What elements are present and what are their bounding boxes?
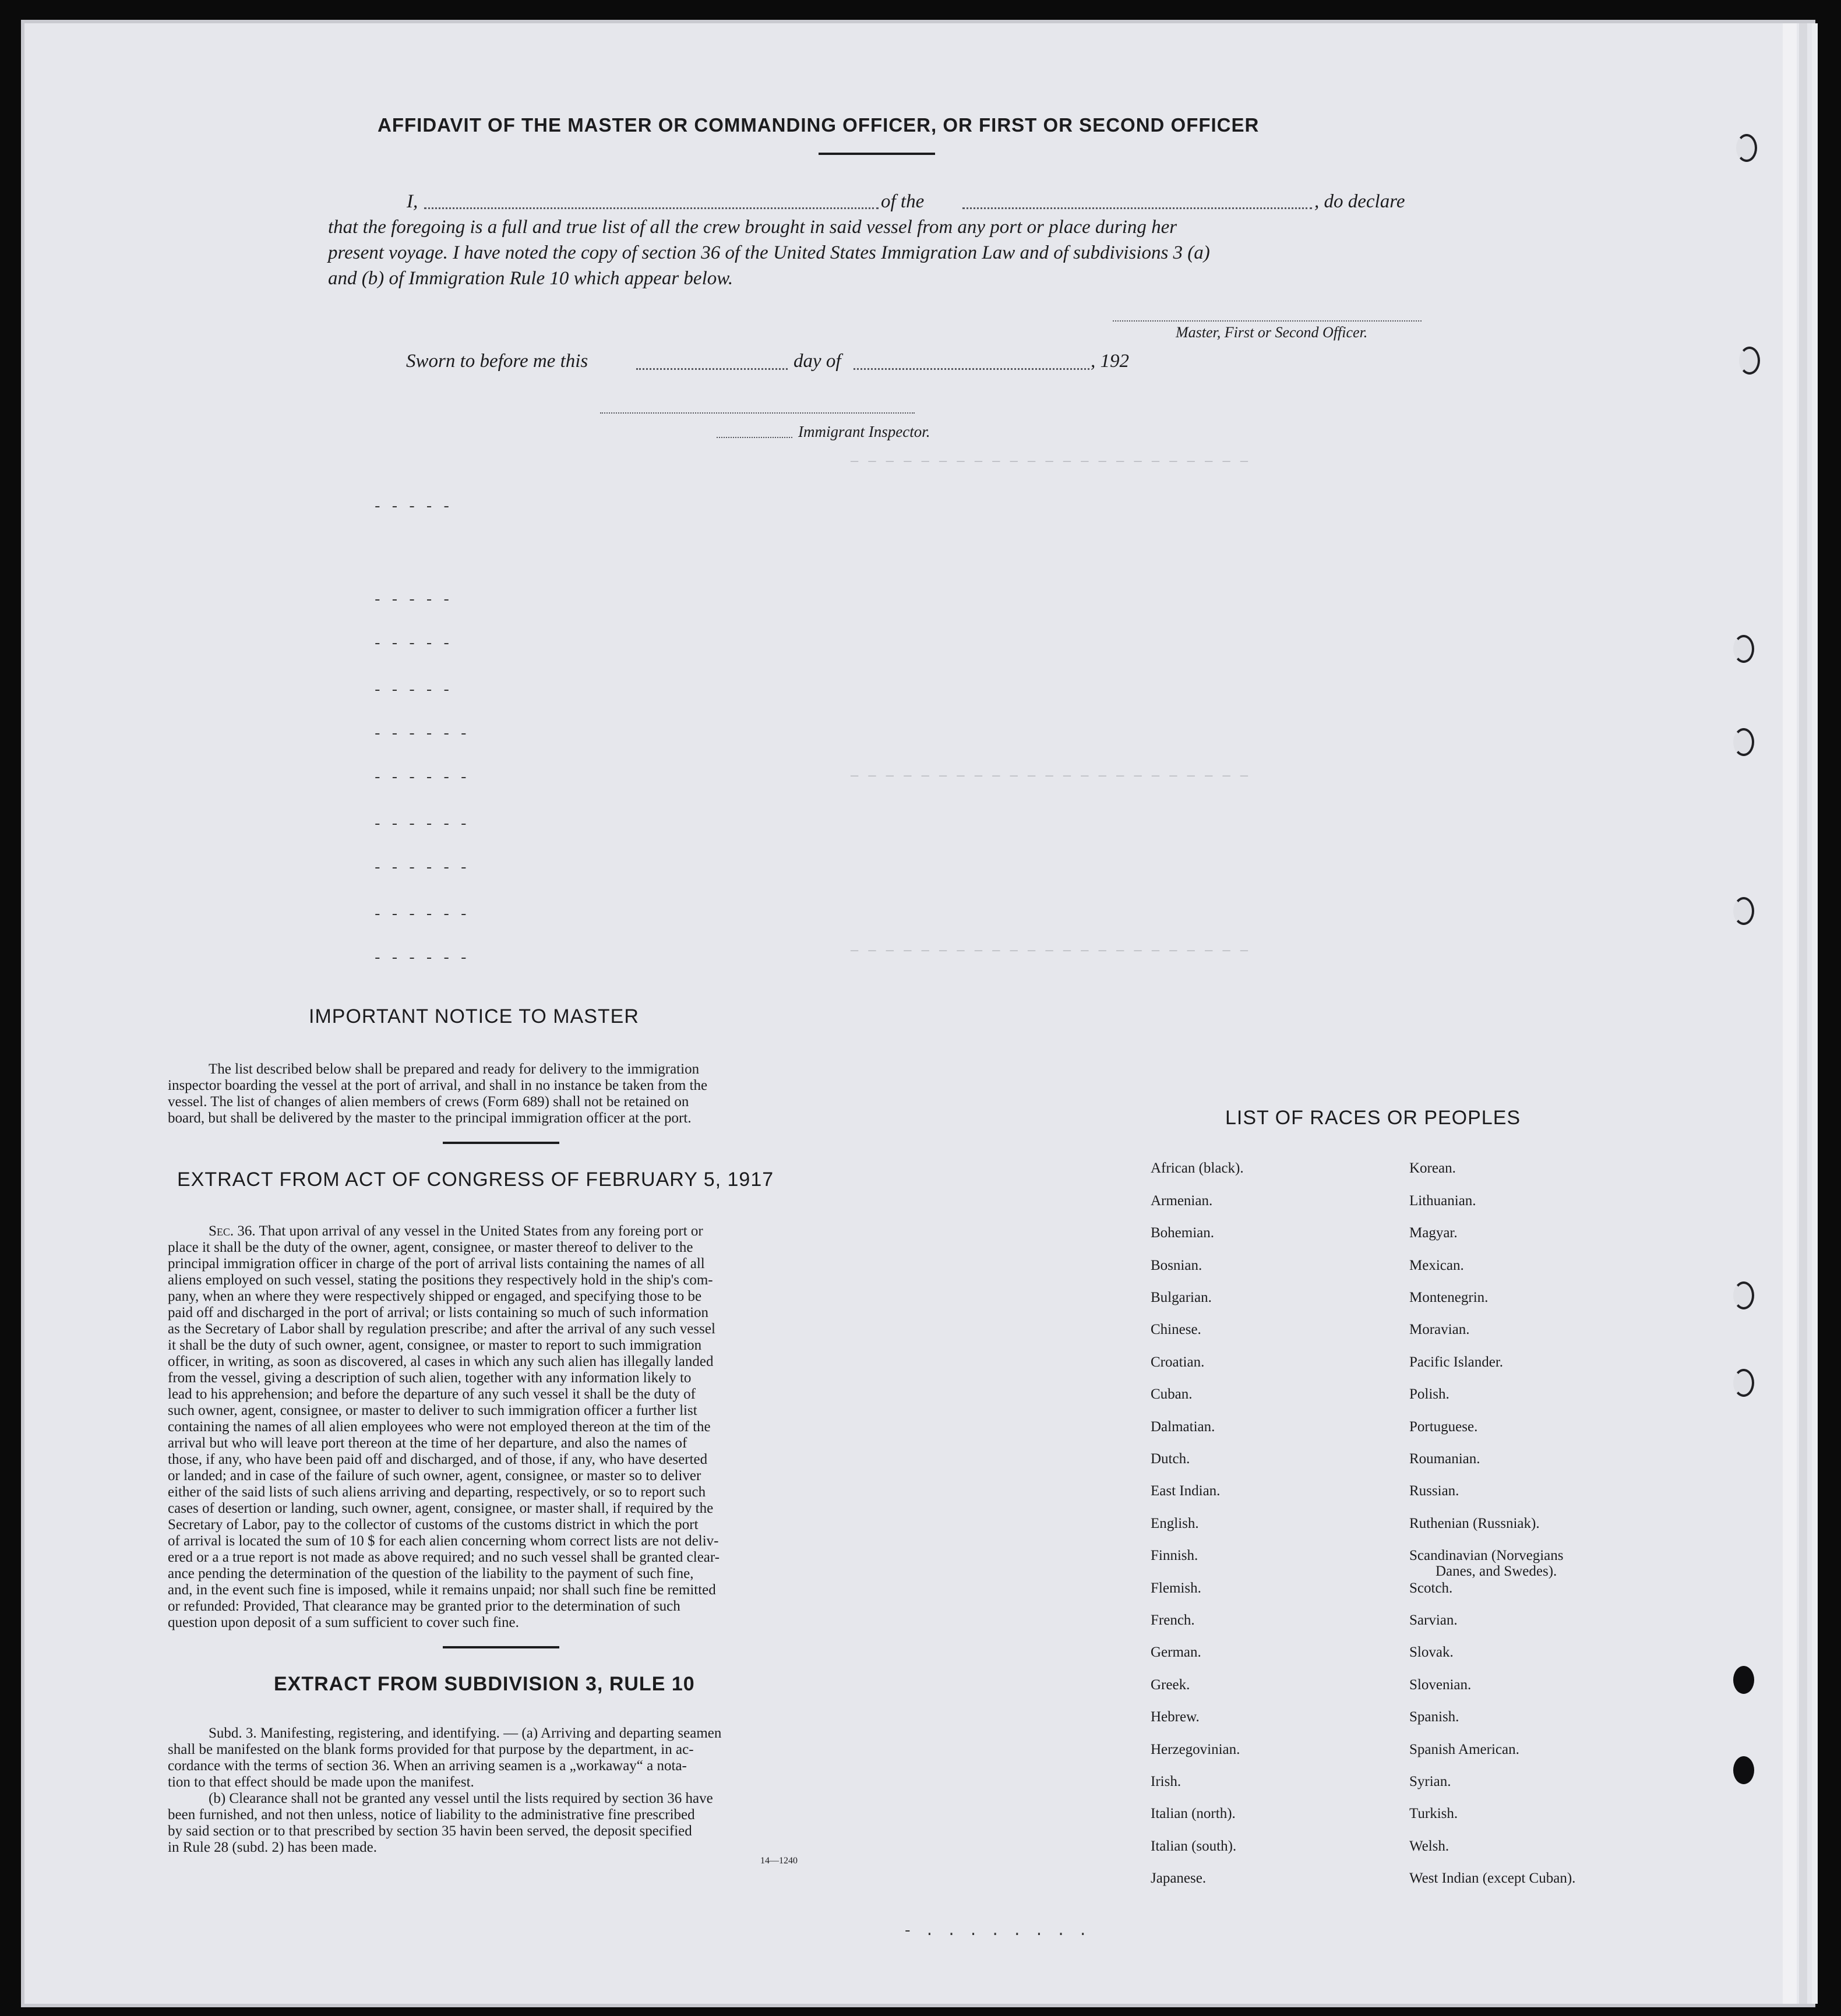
race-item: Syrian. bbox=[1409, 1774, 1451, 1789]
race-item: Chinese. bbox=[1151, 1322, 1201, 1337]
affidavit-declare-label: , do declare bbox=[1314, 191, 1405, 212]
signature-line bbox=[1113, 320, 1422, 322]
act-text: Sec. 36. That upon arrival of any vessel in the United States from any foreing port or place it shall be the duty of the owner, agent, consignee, or master thereof to deliver to the principal immigration officer in charge of the port of arrival lists containing the names of all aliens employed on such vessel, stating the positions they respectively hold in the ship's com- pany, when an where they were respectively shipped or engaged, and specifying those to be paid off and discharged in the port of arrival; or lists containing so much of such information as the Secretary of Labor shall by regulation prescribe; and after the arrival of any such vessel it shall be the duty of such owner, agent, consignee, or master to report to such immigration officer, in writing, as soon as discovered, al cases in which any such alien has illegally landed from the vessel, giving a description of such alien, together with any information likely to lead to his apprehension; and before the departure of any such vessel it shall be the duty of such owner, agent, consignee, or master to deliver to such immigration officer a further list containing the names of all alien employees who were not employed thereon at the tim of the arrival but who will leave port thereon at the time of her departure, and also the names of those, if any, who have been paid off and discharged, and of those, if any, who have deserted or landed; and in case of the failure of such owner, agent, consignee, or master so to deliver either of the said lists of such aliens arriving and departing, respectively, or so to report such cases of desertion or landing, such owner, agent, consignee, or master shall, if required by the Secretary of Labor, pay to the collector of customs of the customs district in which the port of arrival is located the sum of 10 $ for each alien concerning whom correct lists are not deliv- ered or a a true report is not made as above required; and no such vessel shall be granted clear- ance pending the determination of the question of the liability to the payment of such fine, and, in the event such fine is imposed, while it remains unpaid; nor shall such fine be remitted or refunded: Provided, That clearance may be granted prior to the determination of such question upon deposit of a sum sufficient to cover such fine. bbox=[168, 1223, 720, 1630]
race-item: Greek. bbox=[1151, 1677, 1190, 1693]
dash-marks: -........ bbox=[903, 1922, 1101, 1940]
race-item: Croatian. bbox=[1151, 1354, 1205, 1370]
race-item: Scandinavian (Norvegians bbox=[1409, 1548, 1564, 1563]
race-item: Pacific Islander. bbox=[1409, 1354, 1504, 1370]
divider bbox=[443, 1646, 559, 1648]
race-item: Bosnian. bbox=[1151, 1258, 1202, 1273]
race-item: Ruthenian (Russniak). bbox=[1409, 1516, 1540, 1531]
binder-hole bbox=[1733, 635, 1754, 663]
form-number: 14—1240 bbox=[760, 1856, 798, 1866]
race-item: Bulgarian. bbox=[1151, 1290, 1212, 1305]
race-item: Magyar. bbox=[1409, 1225, 1458, 1241]
race-item: Montenegrin. bbox=[1409, 1290, 1489, 1305]
notice-title: IMPORTANT NOTICE TO MASTER bbox=[309, 1005, 639, 1028]
bleed-through: — — — — — — — — — — — — — — — — — — — — — — — bbox=[851, 454, 1250, 469]
divider bbox=[819, 153, 935, 155]
race-item: West Indian (except Cuban). bbox=[1409, 1870, 1576, 1886]
divider bbox=[443, 1142, 559, 1144]
race-item: Dalmatian. bbox=[1151, 1419, 1215, 1435]
binder-hole bbox=[1733, 728, 1754, 756]
binder-hole bbox=[1733, 897, 1754, 925]
inspector-caption: Immigrant Inspector. bbox=[798, 423, 930, 440]
day-of-label: day of bbox=[793, 351, 841, 372]
bleed-through: — — — — — — — — — — — — — — — — — — — — — — — bbox=[851, 944, 1250, 958]
race-item: German. bbox=[1151, 1644, 1201, 1660]
name-blank bbox=[424, 207, 879, 209]
race-item: Italian (south). bbox=[1151, 1838, 1237, 1854]
subdivision-title: EXTRACT FROM SUBDIVISION 3, RULE 10 bbox=[274, 1673, 695, 1695]
race-item: Slovenian. bbox=[1409, 1677, 1472, 1693]
race-item: Turkish. bbox=[1409, 1806, 1458, 1821]
race-item: East Indian. bbox=[1151, 1483, 1221, 1499]
race-item: French. bbox=[1151, 1612, 1195, 1628]
bleed-through: — — — — — — — — — — — — — — — — — — — — — — — bbox=[851, 769, 1250, 783]
race-item: Hebrew. bbox=[1151, 1709, 1200, 1725]
race-item: Roumanian. bbox=[1409, 1451, 1480, 1467]
race-item: Sarvian. bbox=[1409, 1612, 1458, 1628]
day-blank bbox=[636, 368, 788, 370]
binder-hole bbox=[1733, 1666, 1754, 1694]
race-item: Polish. bbox=[1409, 1386, 1449, 1402]
race-item: Finnish. bbox=[1151, 1548, 1198, 1563]
affidavit-line: and (b) of Immigration Rule 10 which appear below. bbox=[328, 268, 733, 289]
inspector-dots bbox=[717, 437, 792, 438]
race-item: Spanish American. bbox=[1409, 1742, 1519, 1757]
dash-marks: ----- bbox=[373, 591, 460, 609]
races-title: LIST OF RACES OR PEOPLES bbox=[1225, 1107, 1521, 1129]
race-item: African (black). bbox=[1151, 1160, 1244, 1176]
vessel-blank bbox=[962, 207, 1312, 209]
year-label: , 192 bbox=[1091, 351, 1129, 372]
binder-hole bbox=[1733, 1369, 1754, 1397]
affidavit-line: present voyage. I have noted the copy of section 36 of the United States Immigration Law and of subdivisions 3 (a) bbox=[328, 242, 1210, 263]
dash-marks: ------ bbox=[373, 725, 477, 743]
race-item: Korean. bbox=[1409, 1160, 1456, 1176]
dash-marks: ------ bbox=[373, 859, 477, 877]
race-item: Danes, and Swedes). bbox=[1436, 1563, 1557, 1579]
page-edge bbox=[1783, 23, 1797, 2004]
subdivision-text: Subd. 3. Manifesting, registering, and identifying. — (a) Arriving and departing seamen shall be manifested on the blank forms provided for that purpose by the department, in ac- cordance with the terms of section 36. When an arriving seamen is a „workaway“ a nota- tion to that effect should be made upon the manifest. (b) Clearance shall not be granted any vessel until the lists required by section 36 have been furnished, and not then unless, notice of liability to the administrative fine prescribed by said section or to that prescribed by section 35 havin been served, the deposit specified in Rule 28 (subd. 2) has been made. bbox=[168, 1725, 722, 1855]
dash-marks: ------ bbox=[373, 906, 477, 923]
dash-marks: ----- bbox=[373, 682, 460, 699]
race-item: Irish. bbox=[1151, 1774, 1182, 1789]
race-item: Cuban. bbox=[1151, 1386, 1193, 1402]
race-item: Spanish. bbox=[1409, 1709, 1459, 1725]
dash-marks: ----- bbox=[373, 498, 460, 516]
dash-marks: ------ bbox=[373, 815, 477, 833]
binder-hole bbox=[1733, 1281, 1754, 1309]
race-item: Portuguese. bbox=[1409, 1419, 1478, 1435]
race-item: Moravian. bbox=[1409, 1322, 1470, 1337]
race-item: Lithuanian. bbox=[1409, 1193, 1476, 1209]
dash-marks: ------ bbox=[373, 949, 477, 967]
race-item: English. bbox=[1151, 1516, 1199, 1531]
race-item: Herzegovinian. bbox=[1151, 1742, 1240, 1757]
act-title: EXTRACT FROM ACT OF CONGRESS OF FEBRUARY 5, 1917 bbox=[177, 1168, 774, 1191]
race-item: Dutch. bbox=[1151, 1451, 1190, 1467]
signature-caption: Master, First or Second Officer. bbox=[1176, 324, 1368, 341]
race-item: Flemish. bbox=[1151, 1580, 1201, 1596]
affidavit-of-the-label: of the bbox=[881, 191, 925, 212]
race-item: Italian (north). bbox=[1151, 1806, 1236, 1821]
page-edge bbox=[1812, 23, 1818, 2004]
race-item: Bohemian. bbox=[1151, 1225, 1215, 1241]
race-item: Mexican. bbox=[1409, 1258, 1464, 1273]
race-item: Welsh. bbox=[1409, 1838, 1449, 1854]
sworn-label: Sworn to before me this bbox=[406, 351, 588, 372]
dash-marks: ------ bbox=[373, 769, 477, 786]
binder-hole bbox=[1739, 347, 1760, 375]
affidavit-i-label: I, bbox=[407, 191, 418, 212]
race-item: Russian. bbox=[1409, 1483, 1459, 1499]
month-blank bbox=[854, 368, 1089, 370]
affidavit-title: AFFIDAVIT OF THE MASTER OR COMMANDING OFFICER, OR FIRST OR SECOND OFFICER bbox=[378, 114, 1260, 136]
inspector-signature-line bbox=[600, 412, 915, 414]
race-item: Slovak. bbox=[1409, 1644, 1454, 1660]
race-item: Japanese. bbox=[1151, 1870, 1207, 1886]
binder-hole bbox=[1733, 1756, 1754, 1784]
binder-hole bbox=[1736, 134, 1757, 162]
race-item: Armenian. bbox=[1151, 1193, 1213, 1209]
race-item: Scotch. bbox=[1409, 1580, 1453, 1596]
dash-marks: ----- bbox=[373, 635, 460, 652]
affidavit-line: that the foregoing is a full and true list of all the crew brought in said vessel from any port or place during her bbox=[328, 217, 1177, 238]
page-edge bbox=[1799, 23, 1807, 2004]
notice-text: The list described below shall be prepared and ready for delivery to the immigration inspector boarding the vessel at the port of arrival, and shall in no instance be taken from the vessel. The list of changes of alien members of crews (Form 689) shall not be retained on board, but shall be delivered by the master to the principal immigration officer at the port. bbox=[168, 1061, 708, 1126]
document-page bbox=[24, 23, 1812, 2004]
